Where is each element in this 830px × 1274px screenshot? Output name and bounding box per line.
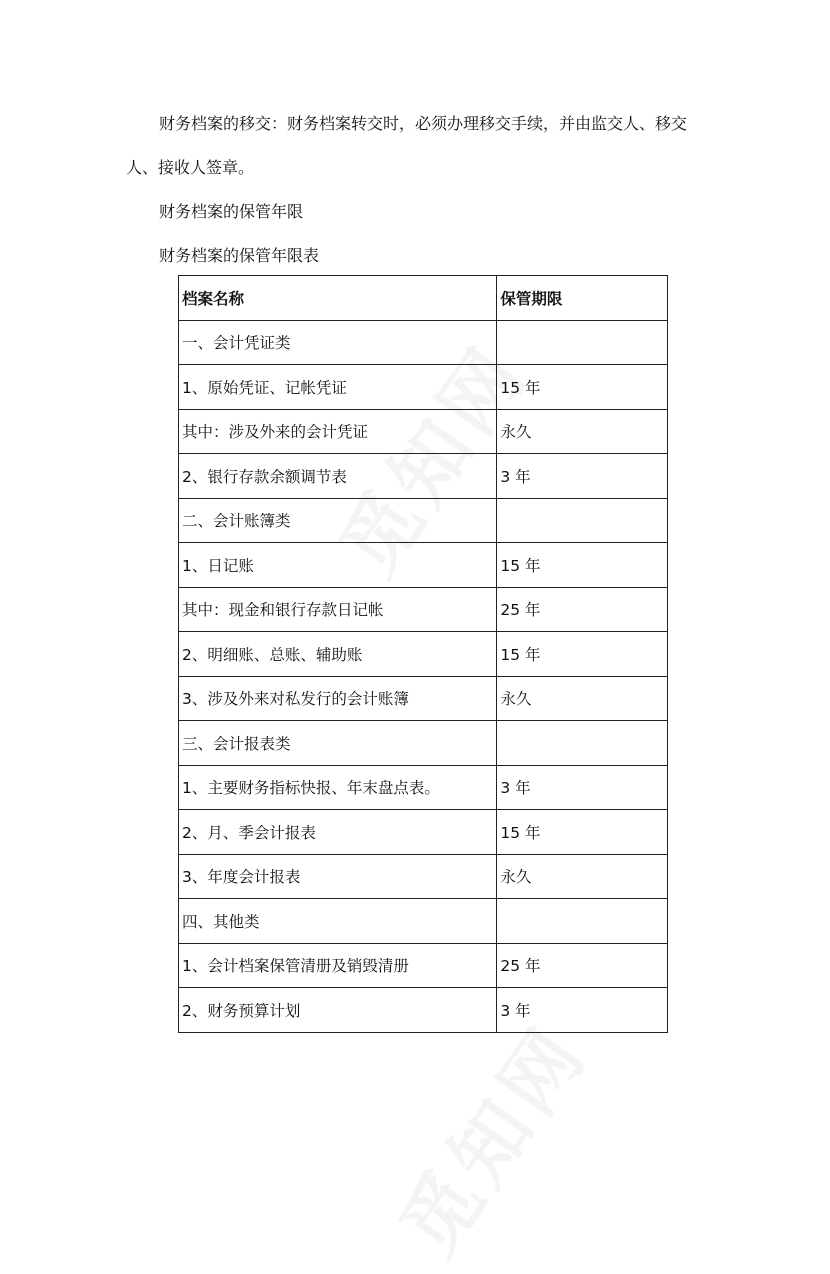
archive-name-cell: 四、其他类 [179,899,497,944]
retention-period-cell: 3 年 [497,454,668,499]
retention-period-cell: 15 年 [497,365,668,410]
archive-name-cell: 2、明细账、总账、辅助账 [179,632,497,677]
retention-period-cell [497,899,668,944]
retention-period-cell [497,721,668,766]
table-row [179,632,668,677]
retention-period-cell: 永久 [497,409,668,454]
archive-name-cell: 三、会计报表类 [179,721,497,766]
retention-table [178,275,668,1033]
table-title: 财务档案的保管年限表 [159,246,320,265]
archive-name-cell: 2、财务预算计划 [179,988,497,1033]
archive-name-cell: 3、年度会计报表 [179,854,497,899]
archive-name-cell: 2、月、季会计报表 [179,810,497,855]
archive-name-cell: 1、会计档案保管清册及销毁清册 [179,943,497,988]
table-row [179,765,668,810]
archive-name-cell: 3、涉及外来对私发行的会计账簿 [179,676,497,721]
archive-name-cell: 1、日记账 [179,543,497,588]
retention-heading: 财务档案的保管年限 [159,202,304,221]
table-row [179,676,668,721]
table-row [179,943,668,988]
retention-period-cell: 25 年 [497,587,668,632]
table-row [179,454,668,499]
table-row [179,988,668,1033]
header-retention-period: 保管期限 [497,276,668,321]
retention-period-cell: 25 年 [497,943,668,988]
archive-name-cell: 2、银行存款余额调节表 [179,454,497,499]
table-row [179,365,668,410]
table-row [179,587,668,632]
retention-period-cell [497,498,668,543]
retention-period-cell: 15 年 [497,543,668,588]
header-archive-name: 档案名称 [179,276,497,321]
archive-name-cell: 二、会计账簿类 [179,498,497,543]
table-row [179,854,668,899]
transfer-paragraph: 财务档案的移交：财务档案转交时，必须办理移交手续，并由监交人、移交人、接收人签章。 [126,114,688,177]
table-row [179,498,668,543]
table-row [179,899,668,944]
retention-period-cell: 3 年 [497,988,668,1033]
table-row [179,543,668,588]
table-row [179,409,668,454]
retention-period-cell: 15 年 [497,810,668,855]
table-header-row [179,276,668,321]
retention-period-cell: 永久 [497,676,668,721]
retention-period-cell [497,320,668,365]
archive-name-cell: 其中：现金和银行存款日记帐 [179,587,497,632]
table-row [179,721,668,766]
archive-name-cell: 1、主要财务指标快报、年末盘点表。 [179,765,497,810]
retention-period-cell: 15 年 [497,632,668,677]
retention-period-cell: 3 年 [497,765,668,810]
watermark [369,998,609,1274]
archive-name-cell: 一、会计凭证类 [179,320,497,365]
table-row [179,810,668,855]
retention-period-cell: 永久 [497,854,668,899]
archive-name-cell: 1、原始凭证、记帐凭证 [179,365,497,410]
table-row [179,320,668,365]
archive-name-cell: 其中：涉及外来的会计凭证 [179,409,497,454]
